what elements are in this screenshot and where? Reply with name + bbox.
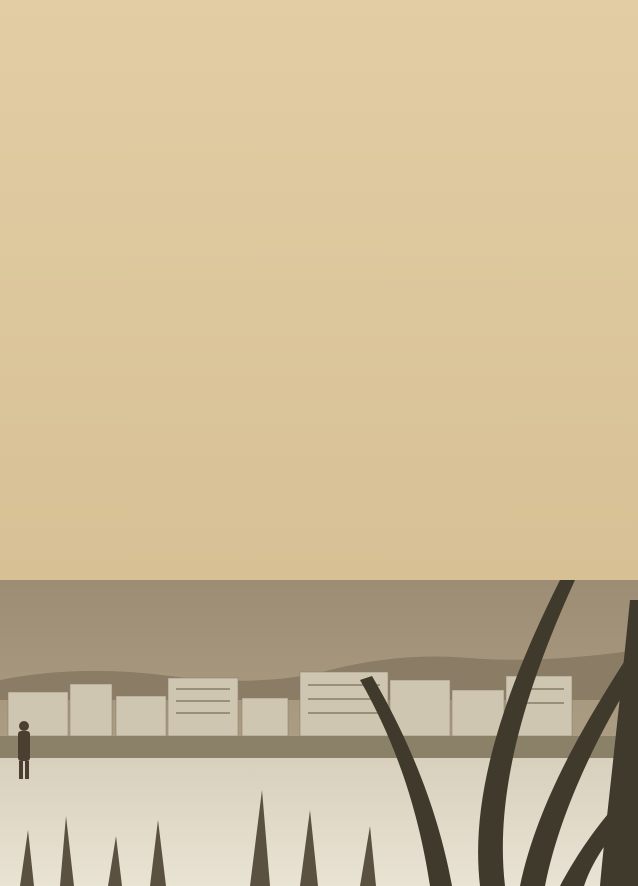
right-text-column [326, 18, 584, 570]
harbour-water [0, 736, 638, 758]
harbour-photo-illustration [0, 580, 638, 886]
left-text-column [62, 18, 320, 570]
harbour-photo [0, 580, 638, 886]
